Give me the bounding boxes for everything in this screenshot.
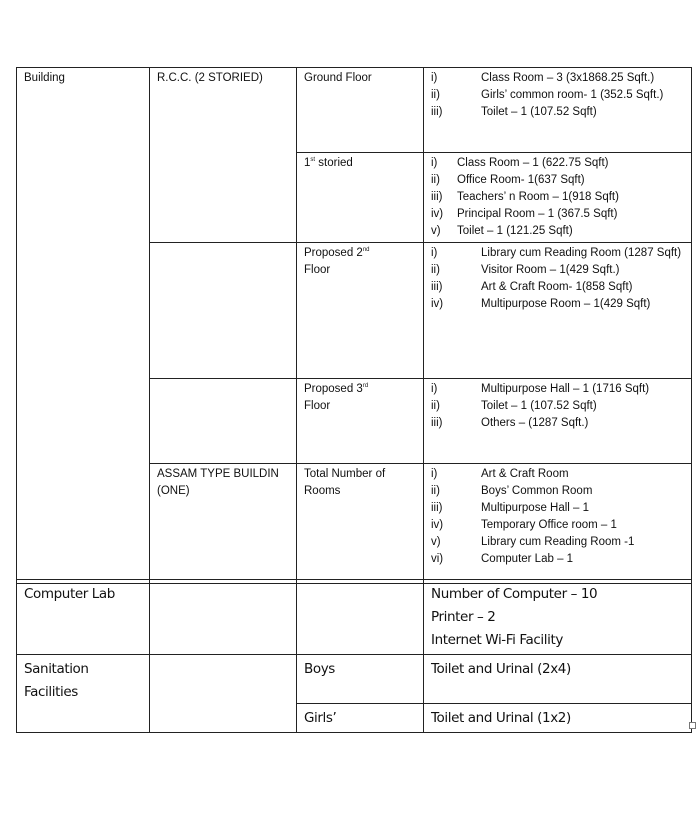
assam-room-list	[431, 466, 685, 568]
item-text: Multipurpose Hall – 1 (1716 Sqft)	[481, 383, 650, 395]
total-rooms-cell	[297, 464, 424, 584]
item-text: Toilet – 1 (107.52 Sqft)	[481, 400, 597, 412]
room-item	[431, 70, 685, 87]
item-text: Visitor Room – 1(429 Sqft.)	[481, 264, 620, 276]
item-text: Multipurpose Room – 1(429 Sqft)	[481, 298, 651, 310]
empty-cell	[297, 580, 424, 655]
room-item	[431, 104, 685, 121]
item-text: Girls’ common room- 1 (352.5 Sqft.)	[481, 89, 664, 101]
proposed-second-floor-cell	[297, 243, 424, 379]
item-number: i)	[431, 157, 438, 169]
room-item	[431, 398, 685, 415]
item-number: iii)	[431, 281, 443, 293]
first-floor-rooms-cell	[424, 153, 692, 243]
item-text: Teachers’ n Room – 1(918 Sqft)	[457, 191, 619, 203]
boys-toilet-value: Toilet and Urinal (2x4)	[431, 661, 571, 677]
assam-type-label: ASSAM TYPE BUILDIN (ONE)	[157, 468, 279, 497]
proposed-second-floor-rooms-cell	[424, 243, 692, 379]
item-number: ii)	[431, 264, 440, 276]
ground-floor-rooms-cell	[424, 68, 692, 153]
assam-rooms-cell	[424, 464, 692, 584]
item-number: vi)	[431, 553, 444, 565]
ground-floor-room-list	[431, 70, 685, 121]
sanitation-cell	[17, 655, 150, 733]
first-floor-label: 1st storied	[304, 157, 353, 169]
item-text: Others – (1287 Sqft.)	[481, 417, 589, 429]
computer-lab-cell	[17, 580, 150, 655]
ground-floor-cell	[297, 68, 424, 153]
empty-cell	[150, 243, 297, 379]
item-text: Toilet – 1 (107.52 Sqft)	[481, 106, 597, 118]
item-number: v)	[431, 225, 441, 237]
table-resize-handle[interactable]	[689, 722, 696, 729]
room-item	[431, 517, 685, 534]
proposed-third-floor-rooms-cell	[424, 379, 692, 464]
item-text: Toilet – 1 (121.25 Sqft)	[457, 225, 573, 237]
printer-count: Printer – 2	[431, 609, 496, 625]
item-text: Computer Lab – 1	[481, 553, 574, 565]
item-number: ii)	[431, 485, 440, 497]
item-text: Class Room – 3 (3x1868.25 Sqft.)	[481, 72, 655, 84]
girls-toilet-value: Toilet and Urinal (1x2)	[431, 710, 571, 726]
room-item	[431, 500, 685, 517]
boys-label: Boys	[304, 661, 335, 677]
room-item	[431, 155, 685, 172]
proposed-second-floor-label: Proposed 2nd Floor	[304, 247, 370, 276]
room-item	[431, 483, 685, 500]
empty-cell	[150, 655, 297, 733]
computer-lab-label: Computer Lab	[24, 586, 115, 602]
item-text: Principal Room – 1 (367.5 Sqft)	[457, 208, 618, 220]
proposed-third-floor-room-list	[431, 381, 685, 432]
girls-cell	[297, 704, 424, 733]
sanitation-label: Sanitation Facilities	[24, 661, 89, 700]
room-item	[431, 172, 685, 189]
item-text: Art & Craft Room- 1(858 Sqft)	[481, 281, 633, 293]
room-item	[431, 87, 685, 104]
first-floor-cell	[297, 153, 424, 243]
room-item	[431, 245, 685, 262]
proposed-second-floor-room-list	[431, 245, 685, 313]
item-text: Class Room – 1 (622.75 Sqft)	[457, 157, 609, 169]
item-text: Office Room- 1(637 Sqft)	[457, 174, 585, 186]
room-item	[431, 551, 685, 568]
item-number: iii)	[431, 106, 443, 118]
item-number: iii)	[431, 417, 443, 429]
item-number: iv)	[431, 208, 444, 220]
item-number: iii)	[431, 191, 443, 203]
room-item	[431, 189, 685, 206]
item-number: i)	[431, 247, 438, 259]
rcc-type-label: R.C.C. (2 STORIED)	[157, 72, 263, 84]
item-number: i)	[431, 383, 438, 395]
ground-floor-label: Ground Floor	[304, 72, 372, 84]
room-item	[431, 534, 685, 551]
item-number: v)	[431, 536, 441, 548]
boys-toilet-cell	[424, 655, 692, 704]
room-item	[431, 415, 685, 432]
room-item	[431, 296, 685, 313]
girls-toilet-cell	[424, 704, 692, 733]
item-text: Art & Craft Room	[481, 468, 569, 480]
total-rooms-label: Total Number of Rooms	[304, 468, 386, 497]
room-item	[431, 381, 685, 398]
item-number: iii)	[431, 502, 443, 514]
proposed-third-floor-cell	[297, 379, 424, 464]
item-number: ii)	[431, 174, 440, 186]
computer-lab-details-cell	[424, 580, 692, 655]
item-text: Temporary Office room – 1	[481, 519, 617, 531]
item-number: iv)	[431, 519, 444, 531]
empty-cell	[150, 379, 297, 464]
building-category-label: Building	[24, 72, 65, 84]
item-number: i)	[431, 468, 438, 480]
room-item	[431, 279, 685, 296]
assam-type-cell	[150, 464, 297, 584]
computer-count: Number of Computer – 10	[431, 586, 598, 602]
empty-cell	[150, 580, 297, 655]
item-text: Library cum Reading Room -1	[481, 536, 635, 548]
room-item	[431, 262, 685, 279]
item-number: iv)	[431, 298, 444, 310]
first-floor-room-list	[431, 155, 685, 240]
item-number: ii)	[431, 400, 440, 412]
item-number: i)	[431, 72, 438, 84]
item-text: Multipurpose Hall – 1	[481, 502, 590, 514]
girls-label: Girls’	[304, 710, 337, 726]
building-category-cell	[17, 68, 150, 584]
facilities-table	[16, 579, 692, 733]
item-number: ii)	[431, 89, 440, 101]
room-item	[431, 206, 685, 223]
room-item	[431, 466, 685, 483]
room-item	[431, 223, 685, 240]
internet-facility: Internet Wi-Fi Facility	[431, 632, 563, 648]
item-text: Library cum Reading Room (1287 Sqft)	[481, 247, 682, 259]
rcc-type-cell	[150, 68, 297, 243]
item-text: Boys’ Common Room	[481, 485, 593, 497]
boys-cell	[297, 655, 424, 704]
proposed-third-floor-label: Proposed 3rd Floor	[304, 383, 369, 412]
building-table	[16, 67, 692, 584]
